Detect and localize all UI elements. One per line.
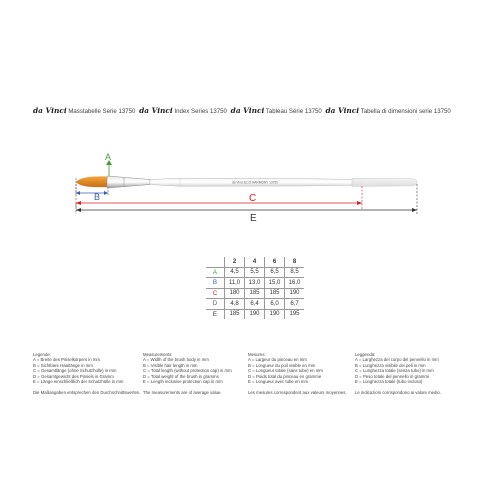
legend-line: D = Total weight of the brush in gramms bbox=[143, 373, 219, 379]
legend-line: C = Longueur totale (sans tube) en mm bbox=[248, 368, 323, 374]
table-cell: 16,0 bbox=[285, 278, 305, 289]
row-label-d: D bbox=[206, 299, 225, 310]
legend-line: D = Peso totale del pennello in grammi bbox=[355, 373, 429, 379]
table-header-row bbox=[206, 257, 304, 267]
title-it: Tabella di dimensioni serie 13750 bbox=[360, 108, 451, 115]
table-cell: 6,7 bbox=[285, 299, 305, 310]
legend-note-wrap bbox=[143, 390, 251, 395]
legend-line: B = Sichtbare Haarlänge in mm bbox=[33, 362, 93, 368]
legend-line: B = Longueur du poil visible en mm bbox=[248, 362, 316, 368]
brand-logo-it: da Vinci bbox=[325, 106, 360, 115]
legend-line: E = Length inclusive protection cap in mm bbox=[143, 379, 223, 385]
legend-line: A = Larghezza del corpo del pennello in mm bbox=[355, 357, 439, 363]
legend-note: Les mesures correspondent aux valeurs moyennes. bbox=[248, 390, 347, 396]
legend-it bbox=[355, 352, 463, 396]
row-label-c: C bbox=[206, 288, 225, 299]
legend-line: C = Gesamtlänge (ohne Schutzhülle) in mm bbox=[33, 368, 117, 374]
table-cell: 190 bbox=[265, 309, 285, 319]
legend-note-wrap bbox=[355, 390, 463, 395]
table-cell: 6,0 bbox=[265, 299, 285, 310]
row-label-b: B bbox=[206, 278, 225, 289]
label-b: B bbox=[94, 192, 101, 202]
label-a: A bbox=[105, 152, 112, 162]
dimension-c bbox=[76, 184, 362, 209]
legend-line: D = Poids total du pinceau en gramme bbox=[248, 373, 322, 379]
table-cell: 6,4 bbox=[245, 299, 265, 310]
legend-line: C = Total length (without protection cap) in mm bbox=[143, 368, 232, 374]
legend-note: The measurements are of average value. bbox=[143, 390, 222, 396]
table-cell: 185 bbox=[265, 288, 285, 299]
protection-cap bbox=[352, 178, 417, 186]
legend-note-wrap bbox=[33, 390, 141, 395]
size-column-8: 8 bbox=[285, 257, 305, 267]
legend-line: A = Breite des Pinselkörpers in mm bbox=[33, 357, 100, 363]
brush-hair bbox=[76, 176, 108, 187]
legend-note: Le indicazioni corrispondono ai valore medio. bbox=[355, 390, 441, 396]
table-cell: 13,0 bbox=[245, 278, 265, 289]
brush-ferrule bbox=[107, 176, 150, 188]
table-cell: 185 bbox=[245, 288, 265, 299]
table-cell: 15,0 bbox=[265, 278, 285, 289]
legend-heading: Measurements: bbox=[143, 352, 173, 357]
legend-de bbox=[33, 352, 141, 396]
handle-print: da Vinci ECO HARMONY 13750 bbox=[232, 180, 278, 185]
title-de: Masstabelle Serie 13750 bbox=[68, 108, 136, 115]
row-label-e: E bbox=[206, 309, 225, 319]
table-cell: 190 bbox=[245, 309, 265, 319]
label-e: E bbox=[250, 213, 257, 224]
table-cell: 6,5 bbox=[265, 267, 285, 278]
size-column-6: 6 bbox=[265, 257, 285, 267]
table-row bbox=[206, 309, 304, 319]
table-cell: 4,5 bbox=[225, 267, 245, 278]
title-fr: Tableau Série 13750 bbox=[265, 108, 322, 115]
table-cell: 8,5 bbox=[285, 267, 305, 278]
table-row bbox=[206, 299, 304, 310]
legend-en bbox=[143, 352, 251, 396]
brand-logo-fr: da Vinci bbox=[230, 106, 265, 115]
legend-note: Die Maßangaben entsprechen den Durchschnittswerten. bbox=[33, 390, 141, 396]
dimensions-table bbox=[206, 257, 304, 319]
legend-line: A = Width of the brush body in mm bbox=[143, 357, 209, 363]
label-c: C bbox=[249, 193, 257, 204]
legend-line: D = Gesamtgewicht des Pinsels in Gramm bbox=[33, 373, 114, 379]
table-row bbox=[206, 267, 304, 278]
table-cell: 4,8 bbox=[225, 299, 245, 310]
legend-line: E = Länge einschließlich der Schutzhülle in mm bbox=[33, 379, 124, 385]
legend-line: C = Lunghezza totale (senza tubo) in mm bbox=[355, 368, 434, 374]
table-cell: 5,5 bbox=[245, 267, 265, 278]
table-cell: 11,0 bbox=[225, 278, 245, 289]
legend-line: B = Lunghezza visibile dei peli in mm bbox=[355, 362, 426, 368]
table-cell: 185 bbox=[225, 309, 245, 319]
table-cell: 195 bbox=[285, 309, 305, 319]
legend-line: B = Visible hair length in mm bbox=[143, 362, 198, 368]
legend-line: E = Lunghezza totale (tubo incluso) bbox=[355, 379, 423, 385]
legend-line: E = Longueur avec tube en mm bbox=[248, 379, 309, 385]
legend-heading: Legende: bbox=[33, 352, 51, 357]
dimension-e bbox=[76, 184, 417, 224]
table-cell: 180 bbox=[225, 288, 245, 299]
table-cell: 190 bbox=[285, 288, 305, 299]
size-column-4: 4 bbox=[245, 257, 265, 267]
brand-logo-en: da Vinci bbox=[139, 106, 173, 115]
legend-heading: Mesures: bbox=[248, 352, 266, 357]
table-corner bbox=[206, 257, 225, 267]
legend-note-wrap bbox=[248, 390, 356, 395]
size-column-2: 2 bbox=[225, 257, 245, 267]
title-en: Index Series 13750 bbox=[174, 108, 227, 115]
brand-logo-de: da Vinci bbox=[33, 106, 67, 115]
legend-fr bbox=[248, 352, 356, 396]
legend-line: A = Largeur du pinceau en mm bbox=[248, 357, 307, 363]
legend-heading: Leggenda: bbox=[355, 352, 376, 357]
row-label-a: A bbox=[206, 267, 225, 278]
table-row bbox=[206, 288, 304, 299]
table-row bbox=[206, 278, 304, 289]
